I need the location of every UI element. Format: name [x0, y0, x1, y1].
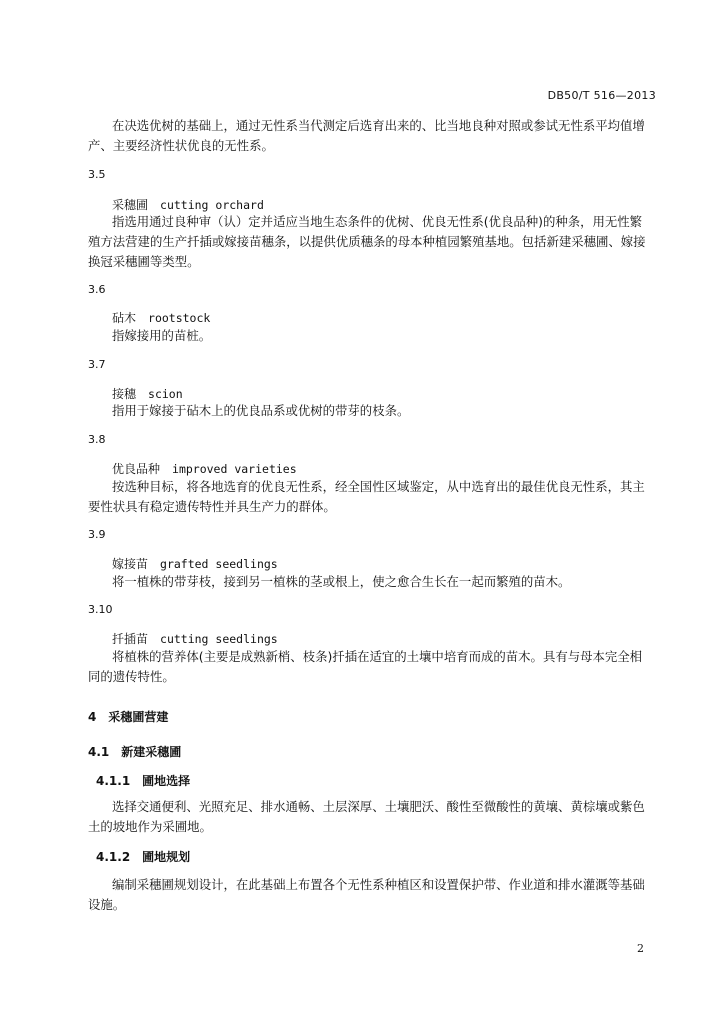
subsection-title: 新建采穗圃: [121, 745, 182, 759]
term-heading: [112, 309, 210, 326]
paragraph-line: 选择交通便利、光照充足、排水通畅、土层深厚、土壤肥沃、酸性至微酸性的黄壤、黄棕壤或紫色: [112, 799, 645, 814]
subsubsection-heading: [96, 848, 190, 865]
term-chinese: 采穗圃: [112, 198, 149, 212]
paragraph-line: 编制采穗圃规划设计，在此基础上布置各个无性系种植区和设置保护带、作业道和排水灌溉等基础: [112, 877, 645, 892]
term-english: cutting seedlings: [160, 632, 278, 646]
term-heading: [112, 555, 278, 572]
term-english: cutting orchard: [160, 198, 264, 212]
paragraph-line: 设施。: [88, 897, 126, 912]
term-chinese: 嫁接苗: [112, 557, 149, 571]
definition-line: 指选用通过良种审（认）定并适应当地生态条件的优树、优良无性系(优良品种)的种条，用无性繁: [112, 214, 643, 229]
term-heading: [112, 460, 297, 477]
definition-line: 指用于嫁接于砧木上的优良品系或优树的带芽的枝条。: [112, 403, 410, 418]
clause-number: 3.9: [88, 528, 106, 541]
subsection-number: 4.1: [88, 745, 110, 759]
definition-line: 将一植株的带芽枝，接到另一植株的茎或根上，使之愈合生长在一起而繁殖的苗木。: [112, 574, 571, 589]
subsubsection-title: 圃地规划: [142, 850, 191, 864]
subsubsection-number: 4.1.1: [96, 774, 131, 788]
term-chinese: 优良品种: [112, 462, 161, 476]
clause-number: 3.5: [88, 168, 106, 181]
definition-line: 殖方法营建的生产扦插或嫁接苗穗条，以提供优质穗条的母本种植园繁殖基地。包括新建采穗圃、嫁接: [88, 234, 646, 249]
definition-line: 同的遗传特性。: [88, 669, 175, 684]
term-heading: [112, 196, 264, 213]
term-english: rootstock: [148, 311, 211, 325]
clause-number: 3.10: [88, 603, 113, 616]
document-code: DB50/T 516—2013: [547, 89, 656, 102]
subsection-heading: [88, 743, 181, 760]
subsubsection-number: 4.1.2: [96, 850, 131, 864]
term-chinese: 接穗: [112, 387, 137, 401]
section-number: 4: [88, 710, 97, 724]
definition-line: 指嫁接用的苗桩。: [112, 328, 212, 343]
definition-line: 按选种目标，将各地选育的优良无性系，经全国性区域鉴定，从中选育出的最佳优良无性系，其主: [112, 479, 645, 494]
subsubsection-heading: [96, 772, 190, 789]
term-chinese: 扦插苗: [112, 632, 149, 646]
clause-number: 3.8: [88, 433, 106, 446]
clause-number: 3.6: [88, 283, 106, 296]
term-heading: [112, 385, 183, 402]
subsubsection-title: 圃地选择: [142, 774, 191, 788]
term-english: grafted seedlings: [160, 557, 278, 571]
paragraph-line: 在决选优树的基础上，通过无性系当代测定后选育出来的、比当地良种对照或参试无性系平均值增: [112, 118, 645, 133]
term-heading: [112, 630, 278, 647]
clause-number: 3.7: [88, 358, 106, 371]
term-chinese: 砧木: [112, 311, 137, 325]
definition-line: 将植株的营养体(主要是成熟新梢、枝条)扦插在适宜的土壤中培育而成的苗木。具有与母本完全相: [112, 649, 643, 664]
paragraph-line: 产、主要经济性状优良的无性系。: [88, 138, 274, 153]
term-english: scion: [148, 387, 183, 401]
definition-line: 换冠采穗圃等类型。: [88, 254, 200, 269]
section-heading: [88, 708, 168, 725]
paragraph-line: 土的坡地作为采圃地。: [88, 819, 212, 834]
page-number: 2: [637, 942, 644, 955]
term-english: improved varieties: [172, 462, 297, 476]
definition-line: 要性状具有稳定遗传特性并具生产力的群体。: [88, 499, 336, 514]
section-title: 采穗圃营建: [108, 710, 169, 724]
